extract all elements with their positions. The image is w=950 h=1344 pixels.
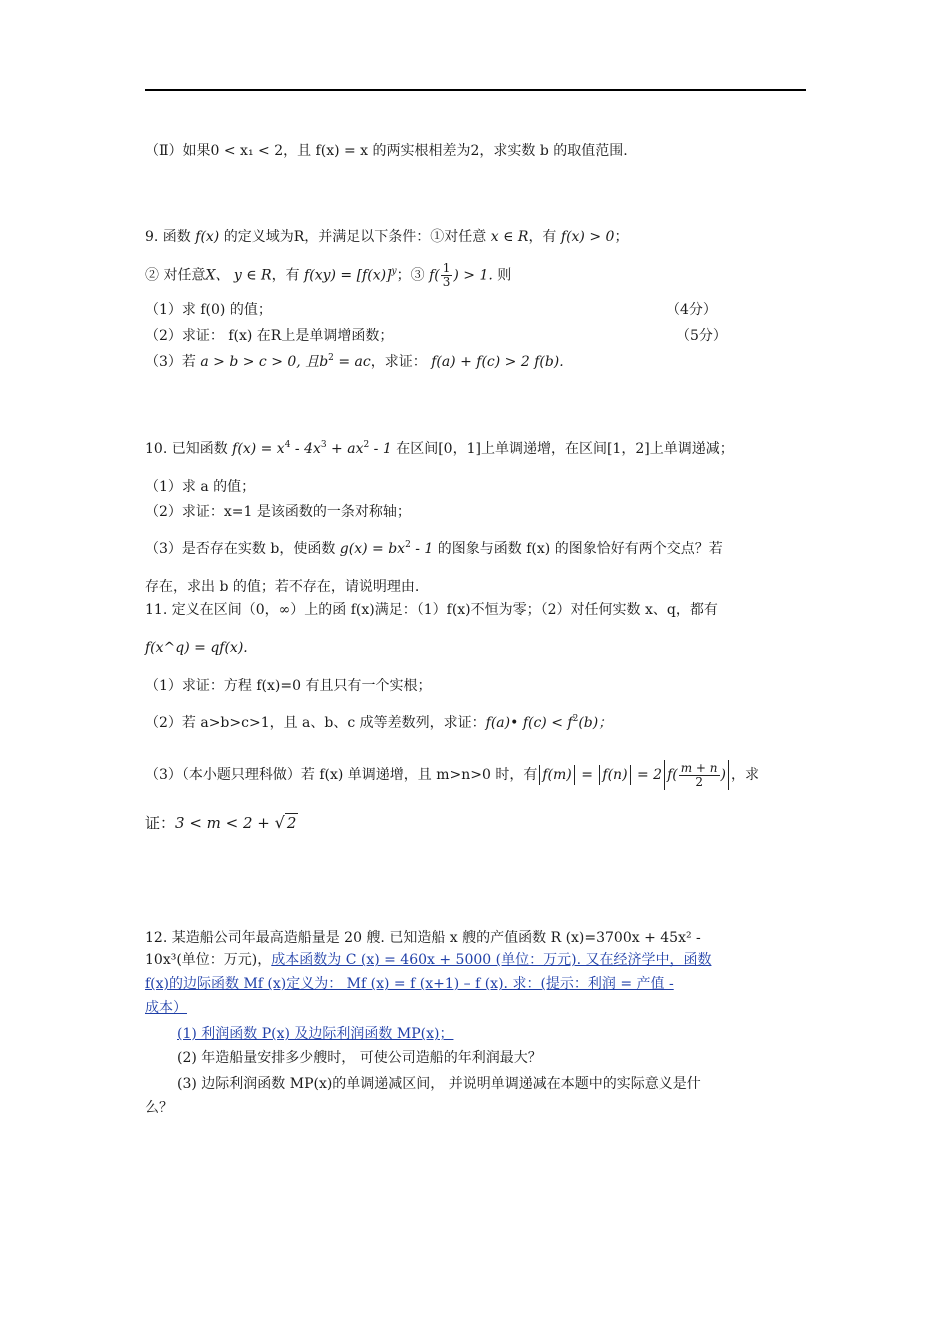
q10-e3: 3 bbox=[320, 440, 327, 450]
q10-g-a: g(x) = bx bbox=[339, 541, 406, 557]
q10-g-e: 2 bbox=[405, 540, 411, 550]
abs-bar-right-3 bbox=[728, 760, 729, 790]
q10-f-a: f(x) = x bbox=[232, 441, 285, 457]
q9-p3-a: （3）若 bbox=[145, 354, 201, 370]
abs-bar-left-1 bbox=[539, 765, 540, 785]
q11-ineq-e: 2 bbox=[572, 714, 579, 724]
q11-part1: （1）求证：方程 f(x)=0 有且只有一个实根； bbox=[145, 678, 432, 694]
q11-ineq-a: f(a)• f(c) < f bbox=[485, 715, 573, 731]
q9-frac-den: 3 bbox=[442, 275, 451, 289]
q9-part1: （1）求 f(0) 的值； bbox=[145, 302, 272, 318]
q9-fxy: f(xy) = [f(x)] bbox=[304, 267, 392, 284]
q9-cond2-d: 则 bbox=[492, 267, 512, 284]
q11-half-den: 2 bbox=[695, 774, 703, 789]
q11-eq2: = 2 bbox=[632, 767, 663, 783]
sqrt-sign: √ bbox=[274, 813, 285, 832]
q9-f-third-b: ) > 1. bbox=[453, 267, 493, 284]
q9-cond2-b: ，有 bbox=[271, 267, 305, 284]
q9-p3-b: ，求证： bbox=[370, 354, 432, 370]
q10-f-b: - 4x bbox=[290, 441, 321, 457]
q12-cost-link[interactable]: 成本函数为 C (x) = 460x + 5000 (单位：万元). 又在经济学中，函数 bbox=[271, 952, 712, 968]
q11-eq: f(x^q) = qf(x). bbox=[145, 640, 248, 656]
q11-p2-a: （2）若 a>b>c>1，且 a、b、c 成等差数列，求证： bbox=[145, 715, 486, 731]
q11-result-sqrt: 2 bbox=[286, 814, 297, 832]
q11-part2 bbox=[145, 714, 612, 732]
q10-part3-cont: 存在，求出 b 的值；若不存在，请说明理由. bbox=[145, 579, 420, 595]
q10-intro-b: 在区间[0，1]上单调递增，在区间[1，2]上单调递减； bbox=[391, 441, 734, 457]
q11-f-half-b: ) bbox=[720, 767, 726, 783]
q9-fx: f(x) bbox=[195, 229, 220, 245]
q12-line1: 12. 某造船公司年最高造船量是 20 艘. 已知造船 x 艘的产值函数 R (x)=3700x + 45x² - bbox=[145, 930, 701, 946]
q10-part3 bbox=[145, 540, 723, 558]
q9-cond2-a: ② 对任意 bbox=[145, 267, 206, 284]
q12-line2 bbox=[145, 951, 711, 969]
q12-line3[interactable]: f(x)的边际函数 Mf (x)定义为： Mf (x) = f (x+1) – f (x). 求：(提示：利润 = 产值 - bbox=[145, 976, 674, 992]
header-rule bbox=[145, 89, 806, 91]
abs-bar-right-1 bbox=[574, 765, 575, 785]
q9-fxy-exp: y bbox=[391, 266, 397, 277]
q10-e2: 2 bbox=[363, 440, 370, 450]
q12-part1[interactable]: (1) 利润函数 P(x) 及边际利润函数 MP(x)； bbox=[177, 1026, 454, 1042]
q12-line4[interactable]: 成本） bbox=[145, 1000, 187, 1016]
q9-intro-c: ，有 bbox=[528, 229, 561, 245]
q9-part3 bbox=[145, 353, 564, 371]
q10-intro bbox=[145, 440, 734, 458]
q9-x-in-r: x ∈ R bbox=[490, 229, 529, 245]
q12-l2-a: 10x³(单位：万元)， bbox=[145, 952, 272, 968]
q10-f-c: + ax bbox=[326, 441, 364, 457]
q10-part2: （2）求证：x=1 是该函数的一条对称轴； bbox=[145, 504, 411, 520]
q11-fraction bbox=[679, 762, 720, 789]
q10-part1: （1）求 a 的值； bbox=[145, 479, 256, 495]
abs-bar-right-2 bbox=[630, 765, 631, 785]
q9-frac-num: 1 bbox=[442, 261, 451, 275]
q11-fn: f(n) bbox=[602, 767, 628, 783]
q10-g-b: - 1 bbox=[410, 541, 434, 557]
q9-cond3-exp: 2 bbox=[328, 353, 334, 363]
q11-part3 bbox=[145, 758, 759, 792]
q9-intro bbox=[145, 228, 628, 246]
q9-cond3: a > b > c > 0, 且b bbox=[200, 354, 329, 370]
q11-part3-cont bbox=[145, 814, 298, 832]
q11-p3-a: （3）（本小题只理科做）若 f(x) 单调递增，且 m>n>0 时，有 bbox=[145, 767, 538, 783]
q9-cond2-c: ；③ bbox=[396, 267, 430, 284]
q11-p3-b: ，求 bbox=[731, 767, 759, 783]
q12-part2: (2) 年造船量安排多少艘时， 可使公司造船的年利润最大？ bbox=[177, 1050, 542, 1066]
q9-part1-points: （4分） bbox=[666, 302, 717, 318]
q11-fm: f(m) bbox=[542, 767, 572, 783]
q9-fraction bbox=[441, 262, 453, 289]
q9-cond2 bbox=[145, 262, 511, 289]
q9-cond3-b: = ac bbox=[333, 354, 371, 370]
q11-eq1: = bbox=[576, 767, 598, 783]
abs-bar-left-3 bbox=[664, 760, 665, 790]
abs-bar-left-2 bbox=[599, 765, 600, 785]
q9-intro-b: 的定义域为R，并满足以下条件：①对任意 bbox=[219, 229, 491, 245]
q11-p3-c: 证： bbox=[145, 814, 176, 832]
q8-part2: （Ⅱ）如果0 < x₁ < 2，且 f(x) = x 的两实根相差为2，求实数 b 的取值范围. bbox=[145, 143, 628, 159]
q11-result: 3 < m < 2 + bbox=[175, 814, 275, 832]
q9-f-third-a: f( bbox=[429, 267, 440, 284]
q12-part3: (3) 边际利润函数 MP(x)的单调递减区间， 并说明单调递减在本题中的实际意义是什 bbox=[177, 1076, 701, 1092]
q11-half-num: m + n bbox=[680, 760, 718, 775]
q10-e4: 4 bbox=[284, 440, 291, 450]
q9-conclusion: f(a) + f(c) > 2 f(b). bbox=[431, 354, 564, 370]
q10-intro-a: 10. 已知函数 bbox=[145, 441, 233, 457]
q9-part2: （2）求证： f(x) 在R上是单调增函数； bbox=[145, 328, 394, 344]
q10-p3-a: （3）是否存在实数 b，使函数 bbox=[145, 541, 340, 557]
q11-f-half-a: f( bbox=[667, 767, 678, 783]
q11-ineq-b: (b)； bbox=[578, 715, 613, 731]
q9-fx-pos: f(x) > 0 bbox=[560, 229, 615, 245]
q12-part3-cont: 么？ bbox=[145, 1100, 173, 1116]
q10-p3-b: 的图象与函数 f(x) 的图象恰好有两个交点？若 bbox=[433, 541, 723, 557]
q9-intro-a: 9. 函数 bbox=[145, 229, 196, 245]
q9-intro-d: ； bbox=[614, 229, 629, 245]
q10-f-d: - 1 bbox=[369, 441, 392, 457]
q9-part2-points: （5分） bbox=[676, 328, 727, 344]
q9-xy-in-r: X、 y ∈ R bbox=[205, 267, 272, 284]
q11-intro: 11. 定义在区间（0，∞）上的函 f(x)满足：（1）f(x)不恒为零；（2）对任何实数 x、q，都有 bbox=[145, 602, 718, 618]
